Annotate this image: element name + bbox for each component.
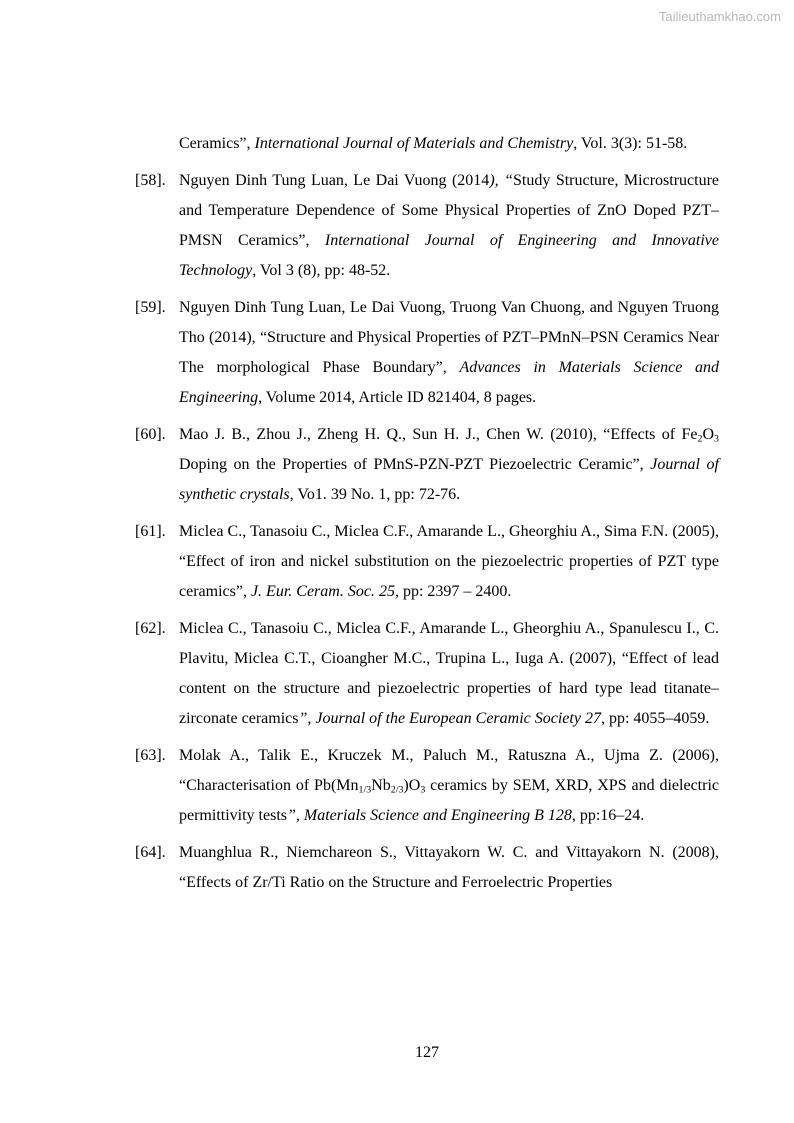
page-number: 127 bbox=[415, 1044, 439, 1061]
reference-item bbox=[135, 741, 719, 831]
reference-item bbox=[135, 293, 719, 413]
reference-text: Mao J. B., Zhou J., Zheng H. Q., Sun H. J., Chen W. (2010), “Effects of $Fe_2O_3$ Doping on the Properties of PMnS-PZN-PZT Piezoelectric Ceramic”, Journal of synthetic crystals, Vo1. 39 No. 1, pp: 72-76. bbox=[179, 426, 719, 503]
reference-number: [62]. bbox=[135, 620, 166, 637]
reference-text: Molak A., Talik E., Kruczek M., Paluch M., Ratuszna A., Ujma Z. (2006), “Characterisation of $Pb(Mn_{1/3}Nb_{2/3})O_3$ ceramics by SEM, XRD, XPS and dielectric permittivity tests”, Materials Science and Engineering B 128, pp:16–24. bbox=[179, 747, 719, 824]
reference-item bbox=[135, 420, 719, 510]
reference-text: Miclea C., Tanasoiu C., Miclea C.F., Amarande L., Gheorghiu A., Spanulescu I., C. Plavitu, Miclea C.T., Cioangher M.C., Trupina L., Iuga A. (2007), “Effect of lead content on the structure and piezoelectric properties of hard type lead titanate–zirconate ceramics”, Journal of the European Ceramic Society 27, pp: 4055–4059. bbox=[179, 620, 719, 727]
watermark-text: Tailieuthamkhao.com bbox=[658, 9, 781, 24]
reference-text: Ceramics”, International Journal of Materials and Chemistry, Vol. 3(3): 51-58. bbox=[179, 135, 688, 152]
reference-item bbox=[135, 166, 719, 286]
reference-text: Nguyen Dinh Tung Luan, Le Dai Vuong (2014), “Study Structure, Microstructure and Temperature Dependence of Some Physical Properties of ZnO Doped PZT–PMSN Ceramics”, International Journal of Engineering and Innovative Technology, Vol 3 (8), pp: 48-52. bbox=[179, 172, 720, 279]
reference-item bbox=[135, 614, 719, 734]
reference-number: [58]. bbox=[135, 172, 166, 189]
reference-number: [64]. bbox=[135, 844, 166, 861]
reference-number: [59]. bbox=[135, 299, 166, 316]
reference-number: [61]. bbox=[135, 523, 166, 540]
reference-item bbox=[135, 838, 719, 898]
reference-number: [60]. bbox=[135, 426, 166, 443]
reference-text: Miclea C., Tanasoiu C., Miclea C.F., Amarande L., Gheorghiu A., Sima F.N. (2005), “Effect of iron and nickel substitution on the piezoelectric properties of PZT type ceramics”, J. Eur. Ceram. Soc. 25, pp: 2397 – 2400. bbox=[179, 523, 719, 600]
reference-item bbox=[135, 517, 719, 607]
reference-text: Nguyen Dinh Tung Luan, Le Dai Vuong, Truong Van Chuong, and Nguyen Truong Tho (2014), “Structure and Physical Properties of PZT–PMnN–PSN Ceramics Near The morphological Phase Boundary”, Advances in Materials Science and Engineering, Volume 2014, Article ID 821404, 8 pages. bbox=[179, 299, 719, 406]
reference-text: Muanghlua R., Niemchareon S., Vittayakorn W. C. and Vittayakorn N. (2008), “Effects of Zr/Ti Ratio on the Structure and Ferroelectric Properties bbox=[179, 844, 719, 891]
reference-number: [63]. bbox=[135, 747, 166, 764]
references-list bbox=[135, 129, 719, 905]
reference-number bbox=[135, 129, 179, 159]
reference-item bbox=[135, 129, 719, 159]
